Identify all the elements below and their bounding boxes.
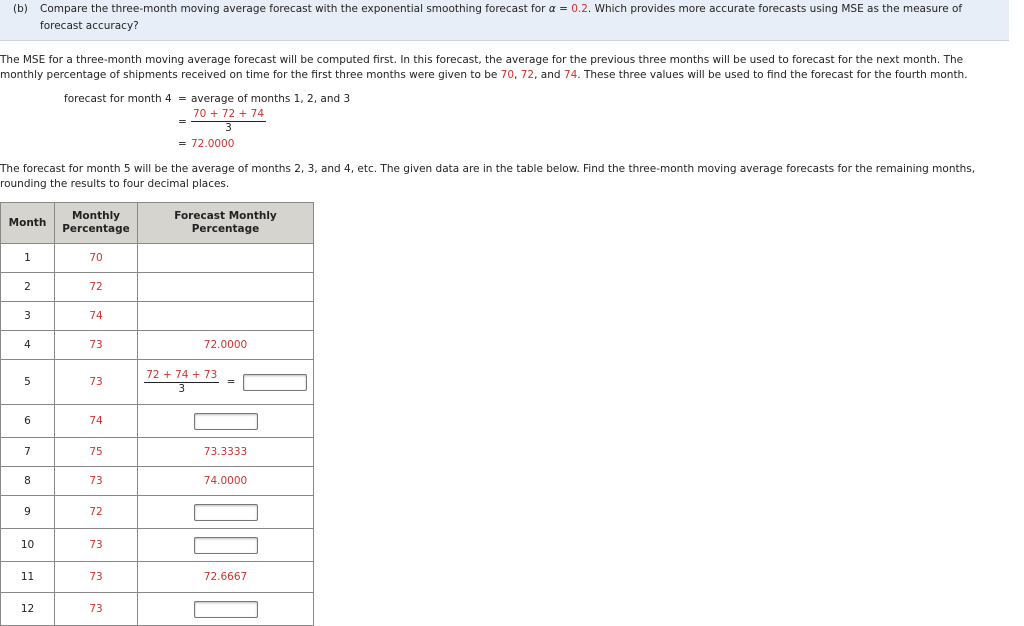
intro-line-1: The MSE for a three-month moving average forecast will be computed first. In this forecast, the average for the previous three months will be used to forecast for the next month. The [0, 54, 964, 66]
percentage-cell: 73 [55, 529, 138, 562]
calc-fraction-numerator: 70 + 72 + 74 [193, 108, 265, 120]
month-5-fraction-denominator: 3 [178, 382, 186, 395]
forecast-table [0, 202, 314, 626]
header-monthly-percentage: Monthly Percentage [55, 203, 138, 244]
percentage-cell: 73 [55, 467, 138, 496]
question-text-post: . Which provides more accurate forecasts using MSE as the measure of [587, 3, 963, 15]
table-row [1, 405, 314, 438]
para2-line-1: The forecast for month 5 will be the average of months 2, 3, and 4, etc. The given data are in the table below. Find the three-month moving average forecasts for the remaining months, [0, 163, 976, 175]
alpha-symbol: α [548, 3, 556, 15]
table-row [1, 273, 314, 302]
forecast-cell-formula [138, 360, 314, 405]
intro-sep-1: , [514, 69, 521, 81]
question-line-1 [40, 3, 962, 15]
month-cell: 3 [1, 302, 55, 331]
month-cell: 8 [1, 467, 55, 496]
month-cell: 10 [1, 529, 55, 562]
table-row [1, 562, 314, 593]
forecast-input-month-6[interactable] [194, 413, 258, 430]
table-row [1, 244, 314, 273]
table-row [1, 593, 314, 626]
forecast-cell-input [138, 496, 314, 529]
percentage-cell: 74 [55, 405, 138, 438]
intro-text-pre: monthly percentage of shipments received on time for the first three months were given to be [0, 69, 501, 81]
calc-step-1: average of months 1, 2, and 3 [191, 93, 351, 105]
intro-value-2: 72 [520, 69, 535, 81]
calc-fraction [191, 108, 266, 135]
forecast-value: 72.0000 [138, 331, 314, 360]
table-row [1, 529, 314, 562]
calc-label: forecast for month 4 [64, 93, 172, 105]
table-row [1, 496, 314, 529]
month-5-fraction [144, 369, 219, 396]
table-row [1, 360, 314, 405]
question-text-pre: Compare the three-month moving average forecast with the exponential smoothing forecast for [40, 3, 549, 15]
calc-equals-3: = [178, 138, 187, 150]
question-equals: = [555, 3, 572, 15]
percentage-cell: 74 [55, 302, 138, 331]
forecast-input-month-10[interactable] [194, 537, 258, 554]
percentage-cell: 72 [55, 496, 138, 529]
percentage-cell: 73 [55, 562, 138, 593]
table-row [1, 438, 314, 467]
forecast-value: 72.6667 [138, 562, 314, 593]
forecast-cell-input [138, 593, 314, 626]
question-line-2: forecast accuracy? [40, 20, 139, 32]
month-cell: 2 [1, 273, 55, 302]
calc-fraction-denominator: 3 [225, 122, 232, 134]
table-row [1, 467, 314, 496]
table-row [1, 331, 314, 360]
calc-result: 72.0000 [191, 138, 235, 150]
forecast-cell-input [138, 405, 314, 438]
header-forecast-percentage: Forecast Monthly Percentage [138, 203, 314, 244]
percentage-cell: 73 [55, 360, 138, 405]
intro-value-3: 74 [563, 69, 578, 81]
forecast-cell-input [138, 529, 314, 562]
month-cell: 7 [1, 438, 55, 467]
percentage-cell: 70 [55, 244, 138, 273]
forecast-input-month-12[interactable] [194, 601, 258, 618]
percentage-cell: 73 [55, 593, 138, 626]
intro-value-1: 70 [500, 69, 515, 81]
question-box [0, 0, 1009, 41]
intro-line-2 [0, 68, 968, 83]
month-cell: 1 [1, 244, 55, 273]
month-cell: 5 [1, 360, 55, 405]
header-month: Month [1, 203, 55, 244]
forecast-value: 74.0000 [138, 467, 314, 496]
month-5-equals: = [226, 376, 236, 388]
percentage-cell: 75 [55, 438, 138, 467]
forecast-cell-empty [138, 302, 314, 331]
forecast-input-month-5[interactable] [243, 374, 307, 391]
question-part-label: (b) [13, 3, 28, 15]
month-cell: 12 [1, 593, 55, 626]
para2-line-2: rounding the results to four decimal places. [0, 178, 230, 190]
calc-equals-2: = [178, 116, 187, 128]
forecast-input-month-9[interactable] [194, 504, 258, 521]
forecast-cell-empty [138, 273, 314, 302]
month-5-fraction-numerator: 72 + 74 + 73 [146, 368, 218, 381]
intro-sep-2: , and [534, 69, 564, 81]
forecast-cell-empty [138, 244, 314, 273]
month-cell: 6 [1, 405, 55, 438]
table-row [1, 302, 314, 331]
intro-text-post: . These three values will be used to find the forecast for the fourth month. [577, 69, 968, 81]
calc-equals-1: = [178, 93, 187, 105]
month-cell: 9 [1, 496, 55, 529]
percentage-cell: 72 [55, 273, 138, 302]
forecast-value: 73.3333 [138, 438, 314, 467]
percentage-cell: 73 [55, 331, 138, 360]
month-cell: 11 [1, 562, 55, 593]
month-cell: 4 [1, 331, 55, 360]
alpha-value: 0.2 [571, 3, 588, 15]
